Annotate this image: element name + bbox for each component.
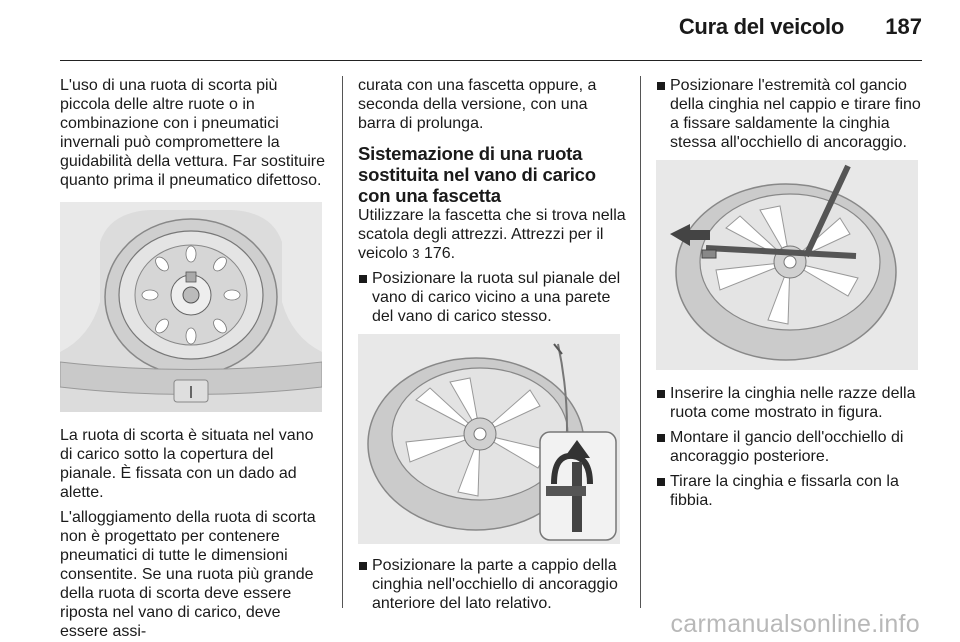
paragraph: L'alloggiamento della ruota di scorta non è progettato per contenere pneumatici di tutte le dimensioni consentite. Se una ruota più grande della ruota di scorta deve essere riposta nel vano di carico, deve essere assi- [60, 509, 316, 640]
bullet-icon [657, 390, 665, 398]
list-item [358, 556, 626, 613]
paragraph [358, 206, 626, 263]
list-item-text: Posizionare la parte a cappio della cinghia nell'occhiello di ancoraggio anteriore del lato relativo. [372, 557, 618, 612]
page-reference: 176. [423, 245, 456, 262]
list-item-text: Posizionare la ruota sul pianale del vano di carico vicino a una parete del vano di carico stesso. [372, 270, 621, 325]
column-right [656, 76, 922, 516]
bullet-icon [359, 275, 367, 283]
wheel-strap-tightened-illustration [656, 160, 918, 370]
spare-wheel-well-illustration [60, 202, 322, 412]
list-item [656, 472, 922, 510]
paragraph-text: Utilizzare la fascetta che si trova nella scatola degli attrezzi. Attrezzi per il veicolo [358, 207, 626, 262]
list-item-text: Tirare la cinghia e fissarla con la fibbia. [670, 473, 899, 509]
column-middle [358, 76, 626, 619]
header-divider [60, 60, 922, 61]
list-item-text: Montare il gancio dell'occhiello di ancoraggio posteriore. [670, 429, 904, 465]
column-divider [342, 76, 343, 608]
list-item [656, 384, 922, 422]
watermark: carmanualsonline.info [670, 610, 920, 638]
bullet-icon [657, 434, 665, 442]
paragraph: L'uso di una ruota di scorta più piccola delle altre ruote o in combinazione con i pneumatici invernali può compromettere la guidabilità della vettura. Far sostituire quanto prima il pneumatico difettoso. [60, 77, 326, 189]
page-reference-icon: 3 [412, 246, 420, 261]
page-number: 187 [885, 14, 922, 39]
paragraph: La ruota di scorta è situata nel vano di carico sotto la copertura del pianale. È fissata con un dado ad alette. [60, 427, 314, 501]
section-title: Cura del veicolo [678, 14, 844, 39]
list-item [358, 269, 626, 326]
paragraph: curata con una fascetta oppure, a seconda della versione, con una barra di prolunga. [358, 77, 597, 132]
bullet-icon [359, 562, 367, 570]
bullet-icon [657, 478, 665, 486]
bullet-icon [657, 82, 665, 90]
section-heading: Sistemazione di una ruota sostituita nel vano di carico con una fascetta [358, 143, 596, 206]
wheel-strap-front-illustration [358, 334, 620, 544]
list-item-text: Inserire la cinghia nelle razze della ruota come mostrato in figura. [670, 385, 916, 421]
list-item [656, 428, 922, 466]
column-left [60, 76, 328, 642]
list-item-text: Posizionare l'estremità col gancio della cinghia nel cappio e tirare fino a fissare saldamente la cinghia stessa all'occhiello di ancoraggio. [670, 77, 921, 151]
page-header [0, 0, 960, 62]
column-divider [640, 76, 641, 608]
list-item [656, 76, 922, 152]
